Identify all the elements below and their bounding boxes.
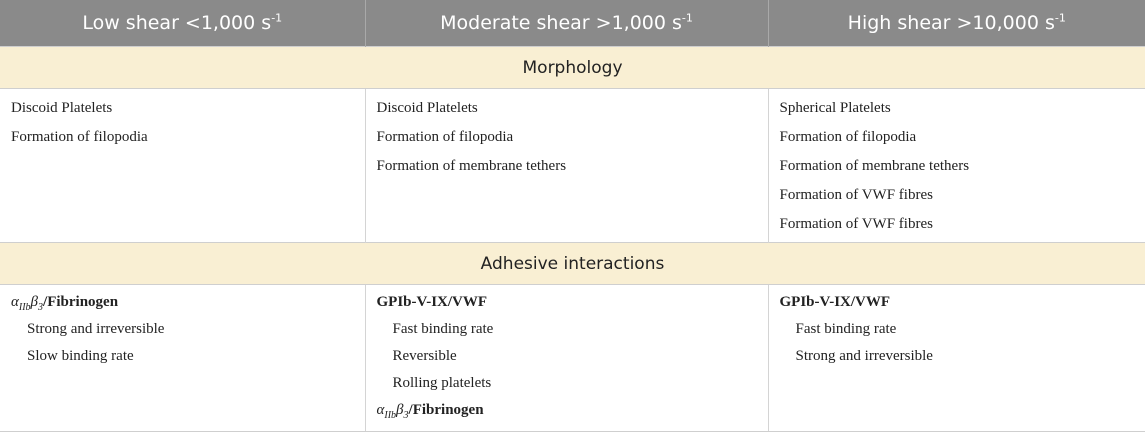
list-item: Formation of filopodia: [779, 129, 917, 145]
morphology-low-cell: [0, 89, 365, 243]
adhesive-moderate-cell: [365, 285, 768, 432]
list-item: Fast binding rate: [392, 321, 494, 337]
list-item: Spherical Platelets: [779, 100, 891, 116]
list-item: Strong and irreversible: [27, 321, 165, 337]
header-low-shear: Low shear <1,000 $s^{-1}$: [0, 0, 365, 47]
adhesive-high-cell: [768, 285, 1145, 432]
adhesive-low-cell: [0, 285, 365, 432]
receptor-alpha-heading: $\alpha_{IIb}\beta_3$/Fibrinogen: [376, 402, 484, 421]
morphology-row: [0, 89, 1145, 243]
list-item: Fast binding rate: [795, 321, 897, 337]
list-item: Formation of membrane tethers: [376, 158, 567, 174]
section-row-morphology: [0, 47, 1145, 89]
receptor-gpib-heading: GPIb-V-IX/VWF: [779, 294, 891, 310]
list-item: Formation of membrane tethers: [779, 158, 970, 174]
section-title-adhesive: Adhesive interactions: [0, 243, 1145, 285]
header-moderate-shear: Moderate shear >1,000 $s^{-1}$: [365, 0, 768, 47]
list-item: Formation of VWF fibres: [779, 187, 933, 203]
list-item: Discoid Platelets: [376, 100, 478, 116]
morphology-high-cell: [768, 89, 1145, 243]
header-high-shear: High shear >10,000 $s^{-1}$: [768, 0, 1145, 47]
receptor-gpib-heading: GPIb-V-IX/VWF: [376, 294, 488, 310]
list-item: Reversible: [392, 348, 457, 364]
list-item: Discoid Platelets: [11, 100, 113, 116]
list-item: Strong and irreversible: [795, 348, 933, 364]
header-row: [0, 0, 1145, 47]
list-item: Rolling platelets: [392, 375, 492, 391]
list-item: Slow binding rate: [27, 348, 134, 364]
section-row-adhesive: [0, 243, 1145, 285]
receptor-alpha-heading: $\alpha_{IIb}\beta_3$/Fibrinogen: [11, 294, 119, 313]
list-item: Formation of filopodia: [376, 129, 514, 145]
list-item: Formation of VWF fibres: [779, 216, 933, 232]
list-item: Formation of filopodia: [11, 129, 148, 145]
morphology-moderate-cell: [365, 89, 768, 243]
adhesive-row: [0, 285, 1145, 432]
section-title-morphology: Morphology: [0, 47, 1145, 89]
